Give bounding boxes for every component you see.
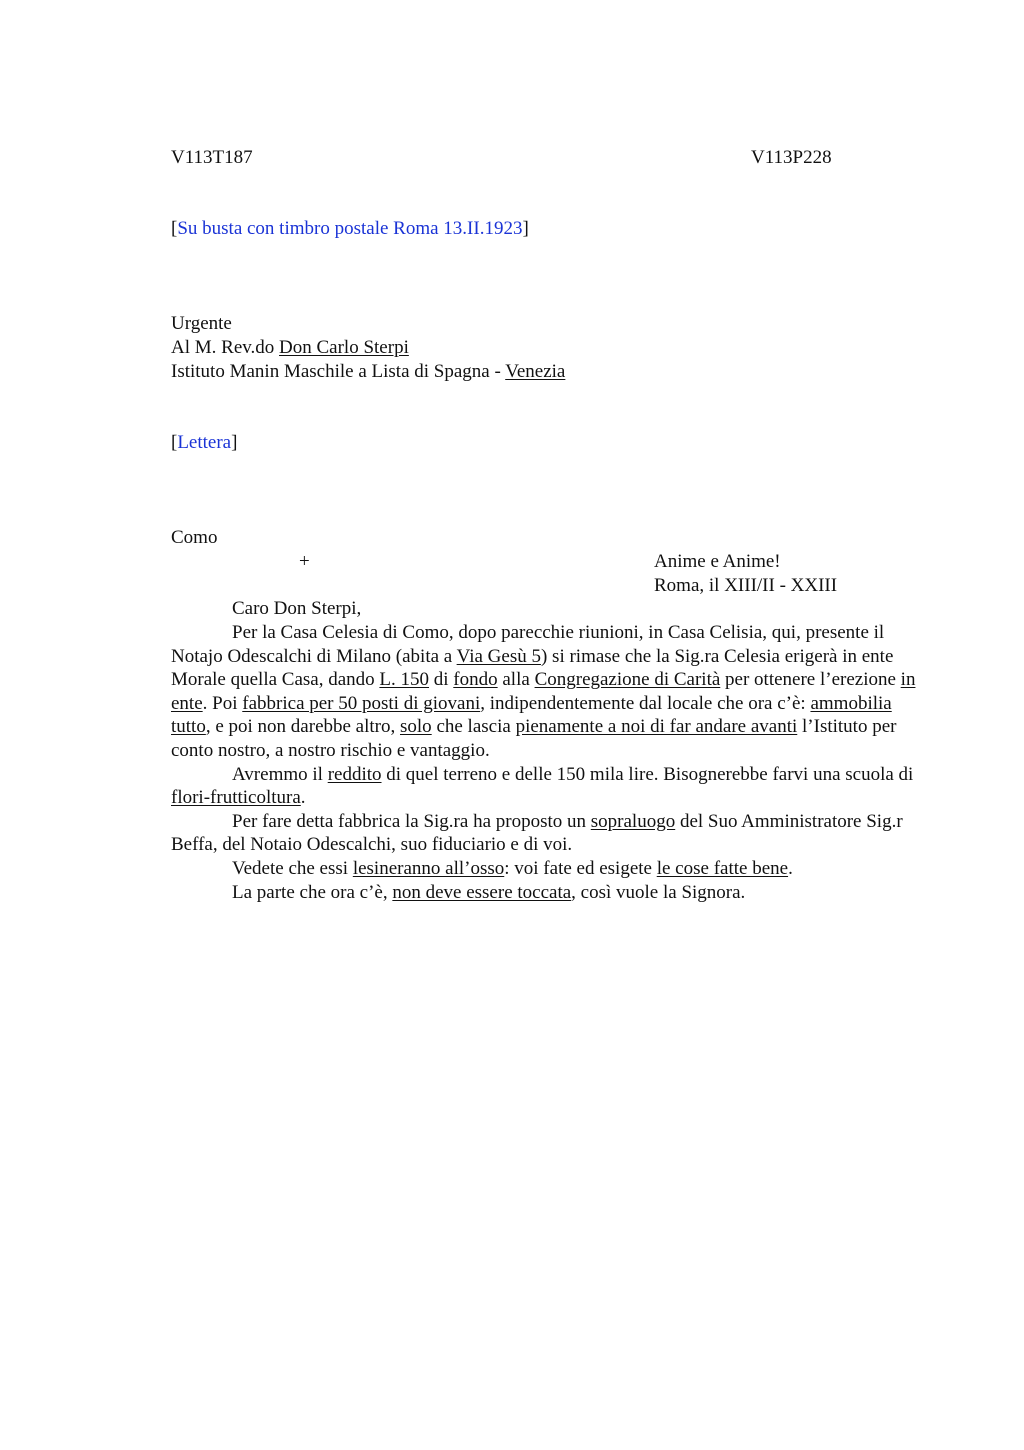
address-institute <box>171 360 565 384</box>
paragraph-3: Per fare detta fabbrica la Sig.ra ha proposto un sopraluogo del Suo Amministratore Sig.r Beffa, del Notaio Odescalchi, suo fiduciario e di voi. <box>171 810 903 856</box>
address-recipient-prefix: Al M. Rev.do <box>171 337 280 358</box>
address-urgent: Urgente <box>171 313 232 334</box>
paragraph-4: Vedete che essi lesineranno all’osso: voi fate ed esigete le cose fatte bene. <box>232 857 793 879</box>
paragraph-2: Avremmo il reddito di quel terreno e delle 150 mila lire. Bisognerebbe farvi una scuola di flori-frutticoltura. <box>171 763 914 809</box>
document-code-left: V113T187 <box>171 147 253 168</box>
paragraph-1: Per la Casa Celesia di Como, dopo parecchie riunioni, in Casa Celisia, qui, presente il Notajo Odescalchi di Milano (abita a Via Gesù 5) si rimase che la Sig.ra Celesia erigerà in ente Morale quella Casa, dando L. 150 di fondo alla Congregazione di Carità per ottenere l’erezione in ente. Poi fabbrica per 50 posti di giovani, indipendentemente dal locale che ora c’è: ammobilia tutto, e poi non darebbe altro, solo che lascia pienamente a noi di far andare avanti l’Istituto per conto nostro, a nostro rischio e vantaggio. <box>171 622 916 761</box>
envelope-note-text: Su busta con timbro postale Roma 13.II.1923 <box>177 218 523 239</box>
letter-body <box>171 621 931 904</box>
address-recipient <box>171 336 409 360</box>
bracket-open: [ <box>171 432 178 453</box>
paragraph-5: La parte che ora c’è, non deve essere toccata, così vuole la Signora. <box>232 881 746 903</box>
document-code-right: V113P228 <box>751 147 832 168</box>
letter-dateline: Roma, il XIII/II - XXIII <box>654 575 838 596</box>
envelope-note <box>171 217 529 241</box>
bracket-close: ] <box>231 432 238 453</box>
letter-salutation: Caro Don Sterpi, <box>232 598 362 619</box>
letter-marker-text: Lettera <box>177 432 232 453</box>
bracket-close: ] <box>522 218 529 239</box>
address-recipient-name: Don Carlo Sterpi <box>279 337 409 358</box>
address-institute-prefix: Istituto Manin Maschile a Lista di Spagna - <box>171 361 506 382</box>
cross-mark: + <box>299 551 310 572</box>
address-city: Venezia <box>505 361 566 382</box>
letter-marker <box>171 431 237 455</box>
letter-motto: Anime e Anime! <box>654 551 781 572</box>
letter-place: Como <box>171 527 218 548</box>
bracket-open: [ <box>171 218 178 239</box>
